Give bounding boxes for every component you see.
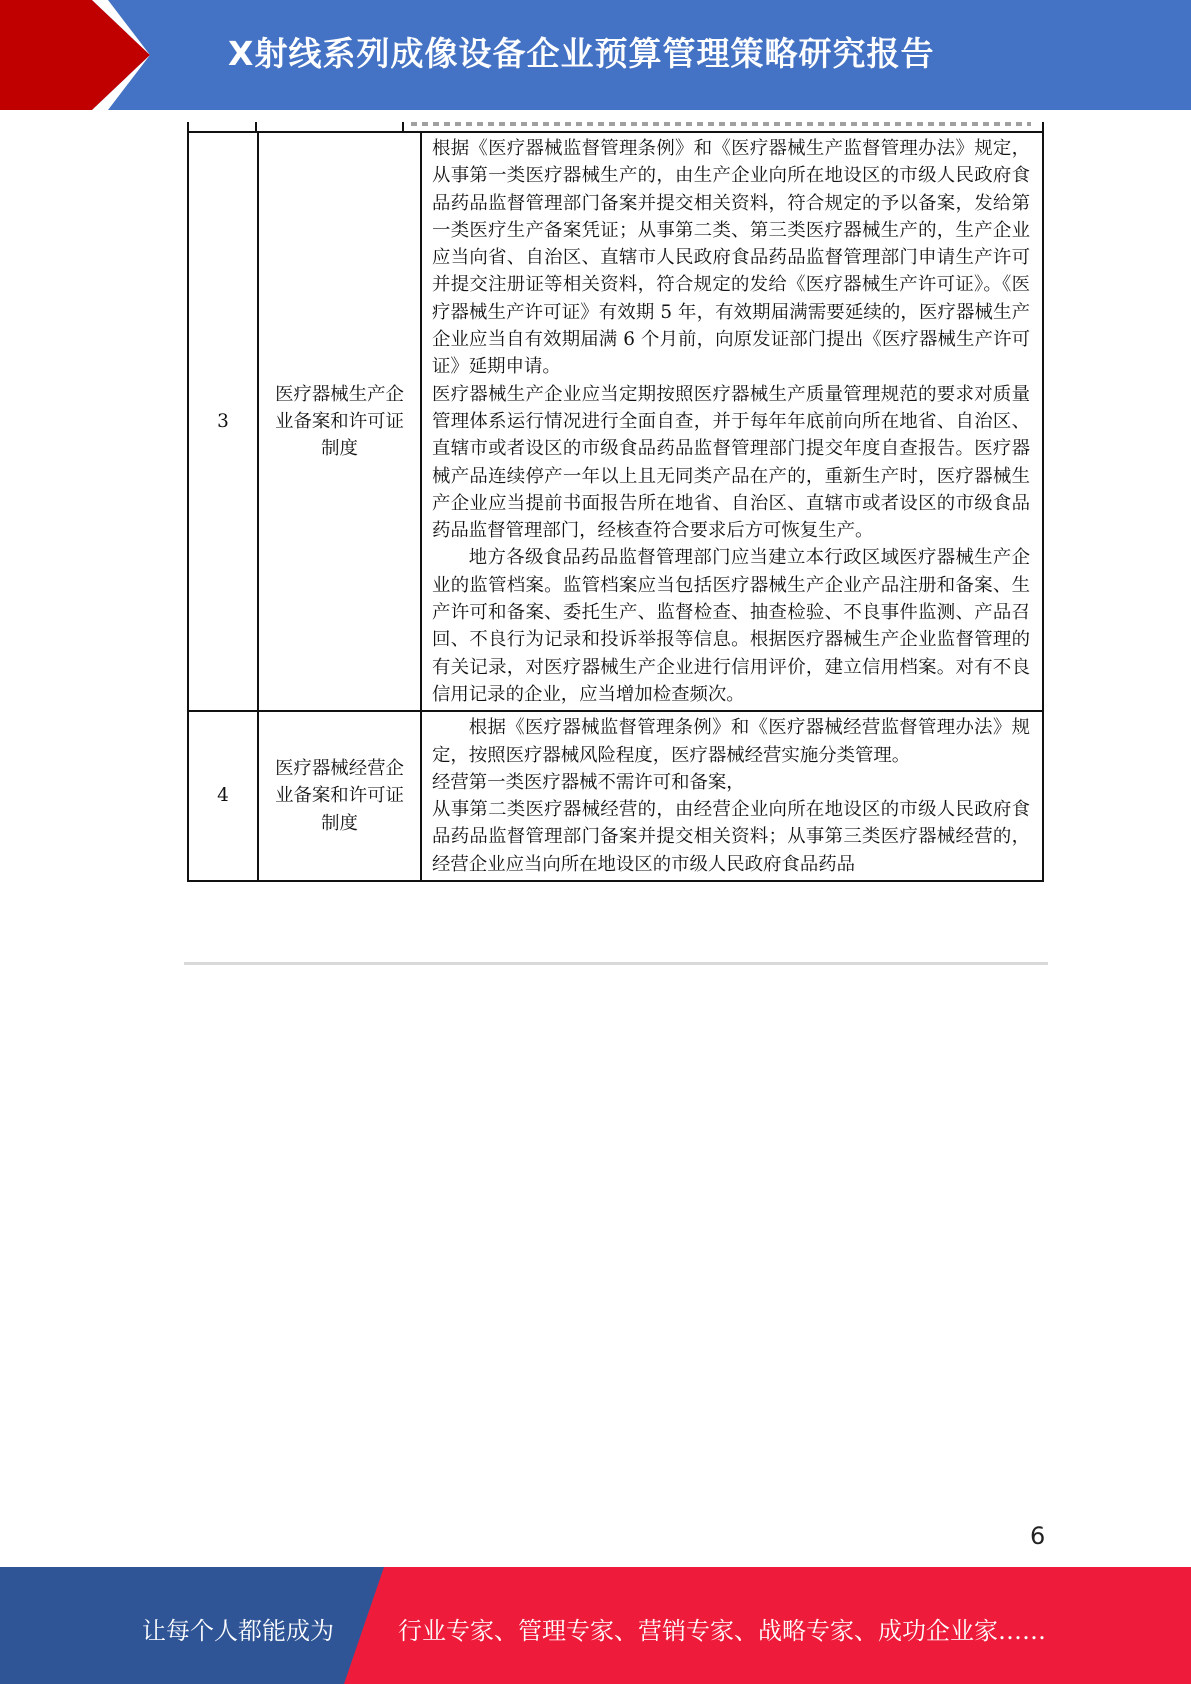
- header-band: [0, 0, 1191, 110]
- footer-band: [0, 1567, 1191, 1684]
- row-content: [421, 132, 1043, 711]
- regulation-table: [187, 131, 1044, 882]
- row-content: [421, 711, 1043, 881]
- document-title: X射线系列成像设备企业预算管理策略研究报告: [228, 34, 935, 73]
- table-bottom-shadow: [184, 962, 1048, 965]
- table-row: [188, 711, 1043, 881]
- content-paragraph: 根据《医疗器械监督管理条例》和《医疗器械经营监督管理办法》规定，按照医疗器械风险程度，医疗器械经营实施分类管理。: [432, 717, 1030, 766]
- footer-slogan-left: 让每个人都能成为: [142, 1617, 334, 1645]
- row-number: 4: [188, 711, 258, 881]
- content-paragraph: 地方各级食品药品监督管理部门应当建立本行政区域医疗器械生产企业的监管档案。监管档案应当包括医疗器械生产企业产品注册和备案、生产许可和备案、委托生产、监督检查、抽查检验、不良事件监测、产品召回、不良行为记录和投诉举报等信息。根据医疗器械生产企业监督管理的有关记录，对医疗器械生产企业进行信用评价，建立信用档案。对有不良信用记录的企业，应当增加检查频次。: [432, 547, 1030, 705]
- footer-slogan-right: 行业专家、管理专家、营销专家、战略专家、成功企业家……: [398, 1617, 1046, 1645]
- content-paragraph: 经营第一类医疗器械不需许可和备案，: [432, 771, 745, 793]
- page-number: 6: [1030, 1522, 1046, 1550]
- header-arrow-graphic: [0, 0, 150, 110]
- content-paragraph: 从事第二类医疗器械经营的，由经营企业向所在地设区的市级人民政府食品药品监督管理部门备案并提交相关资料；从事第三类医疗器械经营的，经营企业应当向所在地设区的市级人民政府食品药品: [432, 799, 1030, 875]
- table-row: [188, 132, 1043, 711]
- table-previous-row-cut: [187, 122, 1044, 131]
- row-number: 3: [188, 132, 258, 711]
- content-paragraph: 医疗器械生产企业应当定期按照医疗器械生产质量管理规范的要求对质量管理体系运行情况进行全面自查，并于每年年底前向所在地省、自治区、直辖市或者设区的市级食品药品监督管理部门提交年度自查报告。医疗器械产品连续停产一年以上且无同类产品在产的，重新生产时，医疗器械生产企业应当提前书面报告所在地省、自治区、直辖市或者设区的市级食品药品监督管理部门，经核查符合要求后方可恢复生产。: [432, 383, 1030, 542]
- content-paragraph: 根据《医疗器械监督管理条例》和《医疗器械生产监督管理办法》规定，从事第一类医疗器械生产的，由生产企业向所在地设区的市级人民政府食品药品监督管理部门备案并提交相关资料，符合规定的予以备案，发给第一类医疗生产备案凭证；从事第二类、第三类医疗器械生产的，生产企业应当向省、自治区、直辖市人民政府食品药品监督管理部门申请生产许可并提交注册证等相关资料，符合规定的发给《医疗器械生产许可证》。《医疗器械生产许可证》有效期 5 年，有效期届满需要延续的，医疗器械生产企业应当自有效期届满 6 个月前，向原发证部门提出《医疗器械生产许可证》延期申请。: [432, 138, 1030, 378]
- row-title: 医疗器械生产企业备案和许可证制度: [258, 132, 421, 711]
- row-title: 医疗器械经营企业备案和许可证制度: [258, 711, 421, 881]
